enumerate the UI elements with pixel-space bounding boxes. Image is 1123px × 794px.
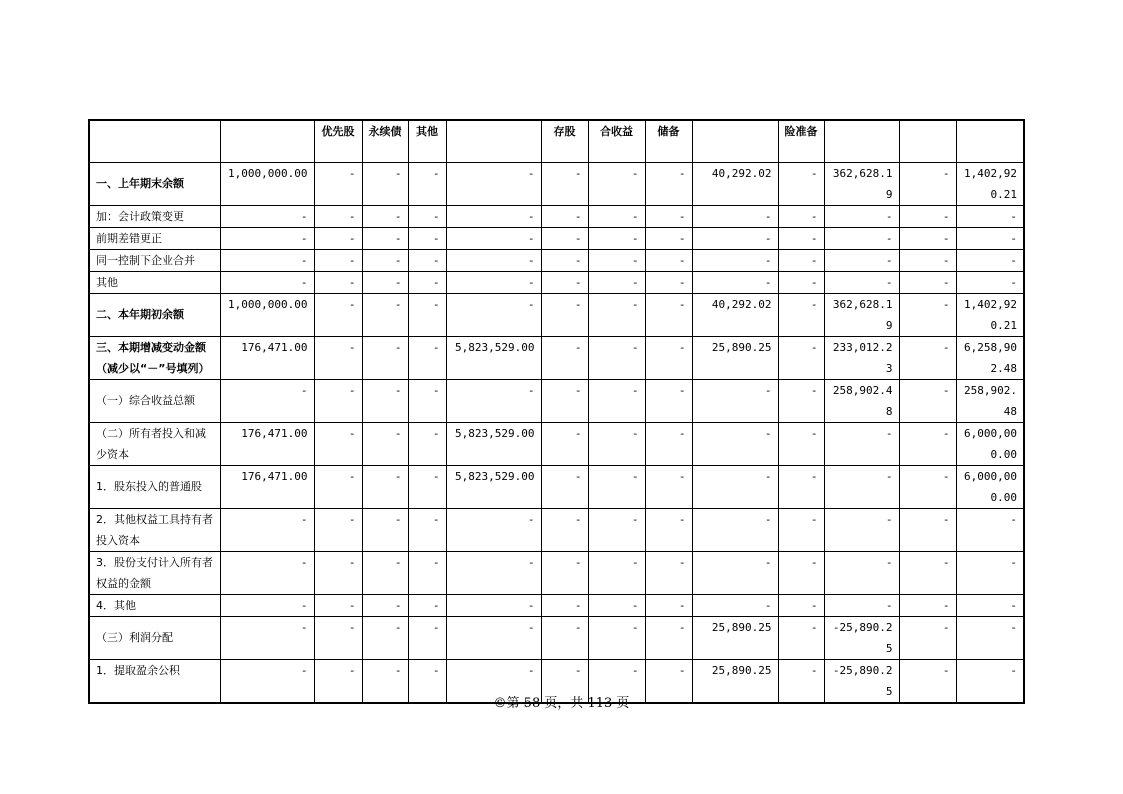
value-cell: - (899, 336, 956, 379)
value-cell: - (541, 249, 588, 271)
row-label: 加：会计政策变更 (89, 205, 220, 227)
table-row (89, 227, 1024, 249)
header-cell: 储备 (645, 120, 692, 162)
value-cell: - (824, 422, 899, 465)
value-cell: - (824, 271, 899, 293)
value-cell: - (362, 336, 408, 379)
value-cell: - (956, 659, 1024, 703)
value-cell: - (446, 659, 541, 703)
value-cell: - (956, 227, 1024, 249)
value-cell: - (541, 162, 588, 205)
value-cell: - (220, 379, 314, 422)
value-cell: - (408, 594, 446, 616)
value-cell: - (541, 465, 588, 508)
value-cell: - (362, 249, 408, 271)
value-cell: - (362, 659, 408, 703)
header-cell (824, 120, 899, 162)
value-cell: - (314, 594, 362, 616)
value-cell: - (314, 205, 362, 227)
value-cell: - (314, 616, 362, 659)
value-cell: - (692, 551, 778, 594)
row-label: 2．其他权益工具持有者投入资本 (89, 508, 220, 551)
value-cell: - (314, 162, 362, 205)
value-cell: - (446, 227, 541, 249)
value-cell: - (314, 551, 362, 594)
value-cell: - (314, 293, 362, 336)
value-cell: - (541, 293, 588, 336)
value-cell: - (899, 249, 956, 271)
value-cell: - (314, 379, 362, 422)
value-cell: - (778, 594, 824, 616)
value-cell: - (362, 594, 408, 616)
value-cell: - (824, 508, 899, 551)
value-cell: - (899, 205, 956, 227)
value-cell: - (446, 379, 541, 422)
value-cell: - (220, 551, 314, 594)
table-row (89, 551, 1024, 594)
value-cell: - (220, 249, 314, 271)
header-cell: 险准备 (778, 120, 824, 162)
value-cell: 40,292.02 (692, 162, 778, 205)
value-cell: - (824, 594, 899, 616)
value-cell: - (446, 508, 541, 551)
value-cell: - (220, 616, 314, 659)
value-cell: - (899, 551, 956, 594)
row-label: 前期差错更正 (89, 227, 220, 249)
value-cell: - (541, 336, 588, 379)
value-cell: - (588, 551, 645, 594)
value-cell: - (408, 336, 446, 379)
value-cell: - (220, 205, 314, 227)
value-cell: - (446, 271, 541, 293)
value-cell: 258,902.48 (824, 379, 899, 422)
value-cell: - (692, 249, 778, 271)
value-cell: 25,890.25 (692, 336, 778, 379)
row-label: （三）利润分配 (89, 616, 220, 659)
value-cell: - (408, 465, 446, 508)
value-cell: - (778, 227, 824, 249)
value-cell: - (824, 465, 899, 508)
value-cell: -25,890.25 (824, 659, 899, 703)
value-cell: - (899, 616, 956, 659)
value-cell: - (588, 594, 645, 616)
value-cell: 176,471.00 (220, 465, 314, 508)
value-cell: - (692, 465, 778, 508)
value-cell: 1,402,920.21 (956, 293, 1024, 336)
value-cell: - (645, 249, 692, 271)
value-cell: - (541, 271, 588, 293)
value-cell: 1,000,000.00 (220, 162, 314, 205)
row-label: 1．股东投入的普通股 (89, 465, 220, 508)
header-cell: 存股 (541, 120, 588, 162)
value-cell: - (778, 249, 824, 271)
value-cell: - (588, 293, 645, 336)
value-cell: - (541, 227, 588, 249)
value-cell: 1,000,000.00 (220, 293, 314, 336)
table-row (89, 205, 1024, 227)
table-row (89, 162, 1024, 205)
table-row (89, 271, 1024, 293)
value-cell: - (362, 508, 408, 551)
value-cell: - (645, 162, 692, 205)
value-cell: - (692, 227, 778, 249)
header-cell: 永续债 (362, 120, 408, 162)
value-cell: - (956, 271, 1024, 293)
value-cell: - (778, 616, 824, 659)
value-cell: - (541, 508, 588, 551)
value-cell: - (314, 227, 362, 249)
value-cell: - (645, 379, 692, 422)
page-footer: ©第 58 页，共 113 页 (493, 696, 630, 711)
value-cell: -25,890.25 (824, 616, 899, 659)
header-cell (899, 120, 956, 162)
value-cell: - (446, 594, 541, 616)
value-cell: - (824, 551, 899, 594)
value-cell: - (956, 249, 1024, 271)
value-cell: - (362, 551, 408, 594)
value-cell: - (956, 616, 1024, 659)
table-row (89, 465, 1024, 508)
row-label: 三、本期增减变动金额（减少以“－”号填列） (89, 336, 220, 379)
value-cell: - (220, 594, 314, 616)
row-label: 一、上年期末余额 (89, 162, 220, 205)
value-cell: - (220, 271, 314, 293)
value-cell: - (314, 659, 362, 703)
value-cell: - (588, 379, 645, 422)
value-cell: - (588, 271, 645, 293)
value-cell: - (645, 594, 692, 616)
value-cell: - (314, 465, 362, 508)
value-cell: 5,823,529.00 (446, 336, 541, 379)
value-cell: - (692, 205, 778, 227)
value-cell: - (588, 616, 645, 659)
row-label: 同一控制下企业合并 (89, 249, 220, 271)
row-label: （二）所有者投入和减少资本 (89, 422, 220, 465)
value-cell: - (446, 616, 541, 659)
value-cell: - (408, 227, 446, 249)
row-label: 1．提取盈余公积 (89, 659, 220, 703)
value-cell: - (645, 465, 692, 508)
value-cell: - (446, 551, 541, 594)
value-cell: - (778, 336, 824, 379)
value-cell: 1,402,920.21 (956, 162, 1024, 205)
value-cell: - (362, 293, 408, 336)
value-cell: - (408, 422, 446, 465)
table-row (89, 422, 1024, 465)
value-cell: - (645, 616, 692, 659)
value-cell: - (314, 508, 362, 551)
value-cell: - (645, 336, 692, 379)
value-cell: - (778, 379, 824, 422)
value-cell: - (588, 162, 645, 205)
table-row (89, 616, 1024, 659)
value-cell: - (692, 508, 778, 551)
value-cell: - (899, 594, 956, 616)
table-row (89, 293, 1024, 336)
value-cell: - (778, 508, 824, 551)
value-cell: - (645, 205, 692, 227)
value-cell: - (778, 162, 824, 205)
value-cell: - (541, 659, 588, 703)
value-cell: - (446, 293, 541, 336)
value-cell: - (408, 249, 446, 271)
value-cell: - (220, 508, 314, 551)
value-cell: - (588, 465, 645, 508)
value-cell: - (692, 422, 778, 465)
value-cell: - (541, 616, 588, 659)
value-cell: - (541, 551, 588, 594)
value-cell: - (408, 616, 446, 659)
value-cell: - (314, 336, 362, 379)
value-cell: - (408, 271, 446, 293)
value-cell: - (541, 594, 588, 616)
value-cell: - (778, 205, 824, 227)
value-cell: - (220, 659, 314, 703)
header-cell (956, 120, 1024, 162)
value-cell: - (362, 205, 408, 227)
value-cell: 5,823,529.00 (446, 422, 541, 465)
value-cell: - (446, 162, 541, 205)
value-cell: - (824, 227, 899, 249)
value-cell: - (362, 227, 408, 249)
row-label: 其他 (89, 271, 220, 293)
header-cell (446, 120, 541, 162)
value-cell: - (541, 379, 588, 422)
value-cell: - (408, 162, 446, 205)
value-cell: 233,012.23 (824, 336, 899, 379)
table-row (89, 336, 1024, 379)
value-cell: - (541, 422, 588, 465)
value-cell: 362,628.19 (824, 162, 899, 205)
value-cell: - (899, 271, 956, 293)
value-cell: - (588, 508, 645, 551)
value-cell: - (645, 227, 692, 249)
value-cell: - (408, 659, 446, 703)
value-cell: - (588, 249, 645, 271)
table-header-row (89, 120, 1024, 162)
value-cell: - (956, 551, 1024, 594)
value-cell: - (645, 551, 692, 594)
value-cell: - (362, 616, 408, 659)
table-row (89, 594, 1024, 616)
value-cell: - (899, 227, 956, 249)
value-cell: - (956, 205, 1024, 227)
value-cell: 176,471.00 (220, 422, 314, 465)
value-cell: 25,890.25 (692, 616, 778, 659)
value-cell: - (645, 659, 692, 703)
header-cell (89, 120, 220, 162)
value-cell: - (314, 271, 362, 293)
value-cell: - (778, 271, 824, 293)
value-cell: - (899, 293, 956, 336)
value-cell: - (692, 379, 778, 422)
value-cell: - (362, 465, 408, 508)
value-cell: - (956, 594, 1024, 616)
value-cell: - (899, 379, 956, 422)
value-cell: - (692, 271, 778, 293)
value-cell: - (645, 422, 692, 465)
header-cell: 其他 (408, 120, 446, 162)
header-cell (692, 120, 778, 162)
equity-change-table (88, 119, 1025, 704)
value-cell: - (778, 551, 824, 594)
value-cell: - (314, 422, 362, 465)
value-cell: - (899, 162, 956, 205)
value-cell: 6,000,000.00 (956, 465, 1024, 508)
row-label: 3．股份支付计入所有者权益的金额 (89, 551, 220, 594)
value-cell: - (956, 508, 1024, 551)
value-cell: 6,000,000.00 (956, 422, 1024, 465)
table-row (89, 379, 1024, 422)
value-cell: - (408, 205, 446, 227)
value-cell: 258,902.48 (956, 379, 1024, 422)
value-cell: - (899, 659, 956, 703)
value-cell: - (362, 162, 408, 205)
value-cell: - (408, 379, 446, 422)
value-cell: - (778, 465, 824, 508)
header-cell: 优先股 (314, 120, 362, 162)
value-cell: - (588, 659, 645, 703)
value-cell: - (778, 659, 824, 703)
value-cell: 25,890.25 (692, 659, 778, 703)
value-cell: - (588, 205, 645, 227)
value-cell: - (541, 205, 588, 227)
value-cell: 6,258,902.48 (956, 336, 1024, 379)
table-row (89, 249, 1024, 271)
value-cell: - (588, 227, 645, 249)
value-cell: - (362, 271, 408, 293)
value-cell: - (645, 293, 692, 336)
value-cell: - (778, 422, 824, 465)
value-cell: - (446, 249, 541, 271)
value-cell: - (899, 465, 956, 508)
value-cell: - (588, 422, 645, 465)
value-cell: - (645, 508, 692, 551)
value-cell: - (899, 508, 956, 551)
value-cell: - (446, 205, 541, 227)
value-cell: 176,471.00 (220, 336, 314, 379)
value-cell: 40,292.02 (692, 293, 778, 336)
value-cell: - (314, 249, 362, 271)
value-cell: 362,628.19 (824, 293, 899, 336)
header-cell: 合收益 (588, 120, 645, 162)
value-cell: - (408, 293, 446, 336)
value-cell: - (362, 422, 408, 465)
value-cell: - (220, 227, 314, 249)
row-label: 二、本年期初余额 (89, 293, 220, 336)
value-cell: - (824, 249, 899, 271)
header-cell (220, 120, 314, 162)
value-cell: - (362, 379, 408, 422)
table-row (89, 508, 1024, 551)
value-cell: 5,823,529.00 (446, 465, 541, 508)
row-label: 4．其他 (89, 594, 220, 616)
value-cell: - (408, 551, 446, 594)
value-cell: - (645, 271, 692, 293)
value-cell: - (692, 594, 778, 616)
row-label: （一）综合收益总额 (89, 379, 220, 422)
value-cell: - (899, 422, 956, 465)
value-cell: - (588, 336, 645, 379)
value-cell: - (824, 205, 899, 227)
value-cell: - (778, 293, 824, 336)
value-cell: - (408, 508, 446, 551)
